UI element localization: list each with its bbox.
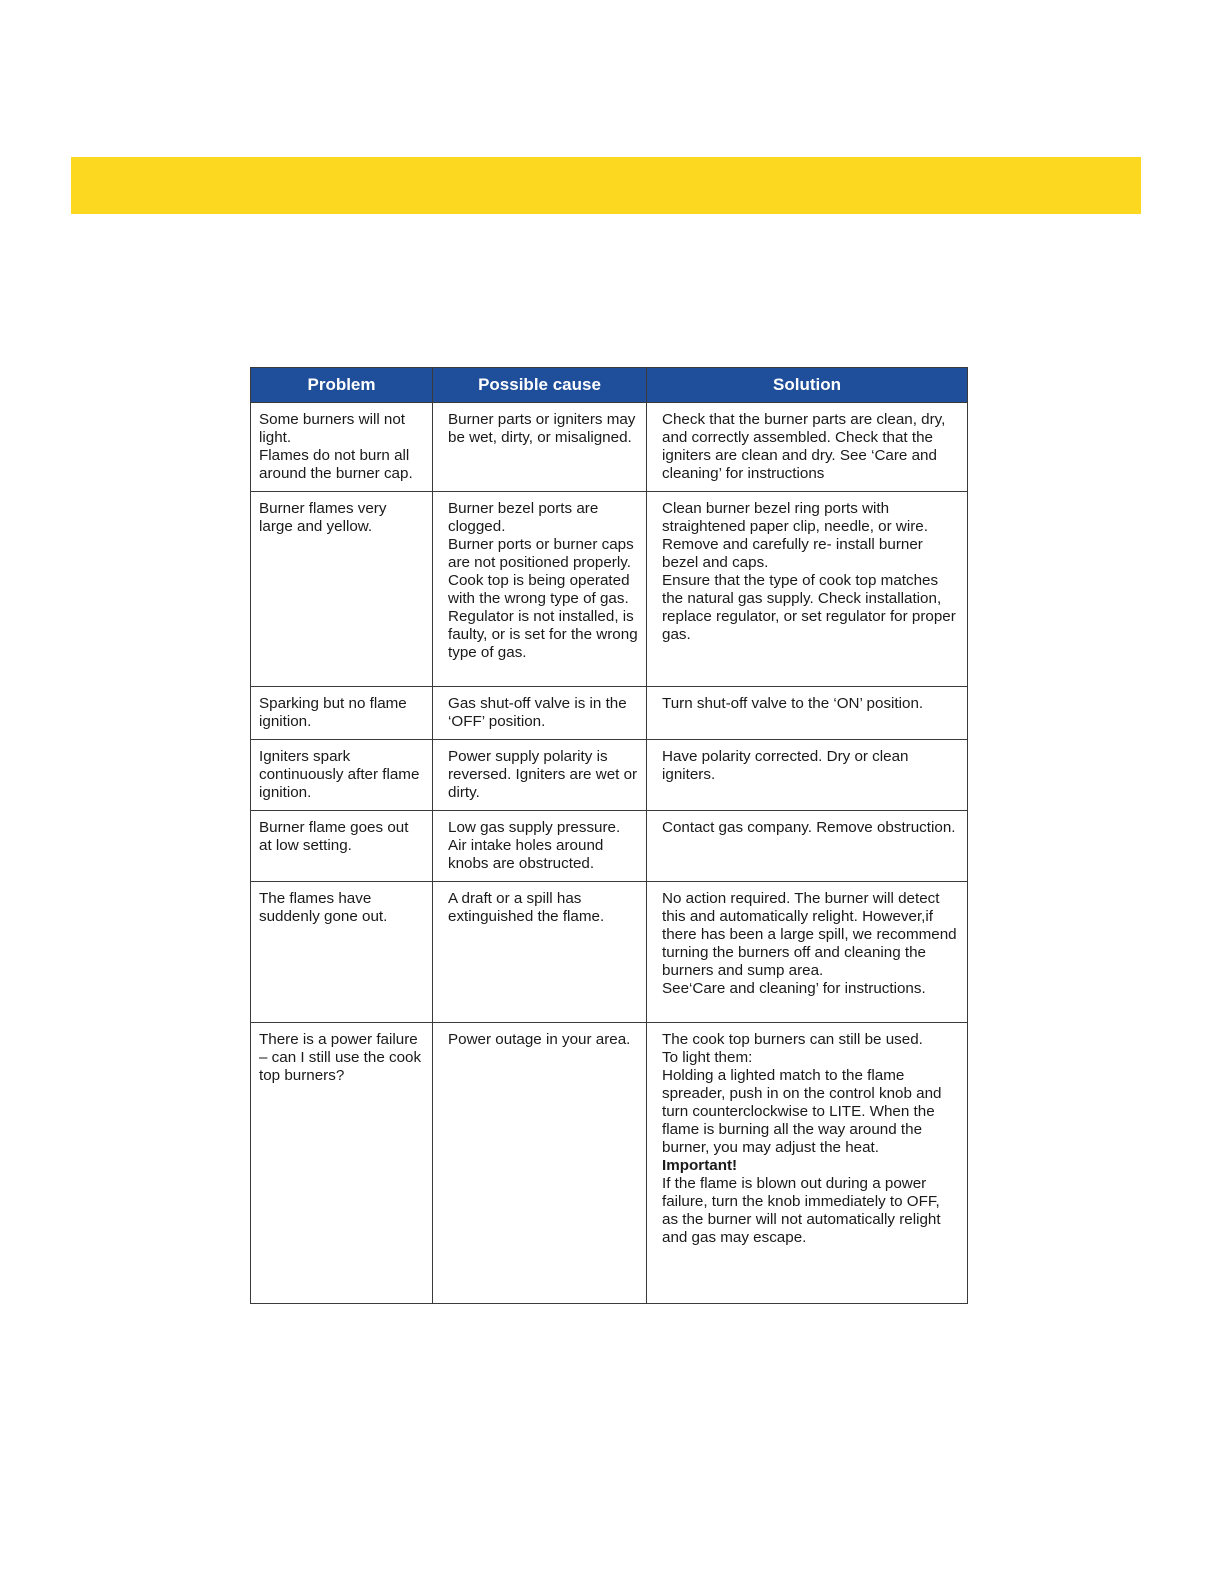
problem-cell xyxy=(251,492,433,687)
header-problem: Problem xyxy=(251,368,433,403)
cell-text-line: To light them: xyxy=(662,1049,753,1066)
cell-text-line: If the flame is blown out during a power failure, turn the knob immediately to OFF, as the burner will not automatically relight and gas may escape. xyxy=(662,1175,945,1246)
cell-text-line: Power supply polarity is reversed. Igniters are wet or dirty. xyxy=(448,748,642,801)
cell-text-line: Burner ports or burner caps are not positioned properly. Cook top is being operated with the wrong type of gas. xyxy=(448,536,638,607)
cause-cell xyxy=(433,740,647,811)
cell-text-line: Low gas supply pressure. Air intake holes around knobs are obstructed. xyxy=(448,819,624,872)
cell-text-line: Clean burner bezel ring ports with straightened paper clip, needle, or wire. Remove and carefully re- install burner bezel and caps. xyxy=(662,500,933,571)
solution-cell xyxy=(647,687,968,740)
cell-text-line: No action required. The burner will detect this and automatically relight. However,if there has been a large spill, we recommend turning the burners off and cleaning the burners and sump area. xyxy=(662,890,961,979)
table-header-row xyxy=(251,368,968,403)
cell-text-line: Power outage in your area. xyxy=(448,1031,631,1048)
table-row xyxy=(251,403,968,492)
cell-text-line: Ensure that the type of cook top matches the natural gas supply. Check installation, replace regulator, or set regulator for proper gas. xyxy=(662,572,961,643)
cell-text-line: There is a power failure – can I still use the cook top burners? xyxy=(259,1031,426,1084)
cause-cell xyxy=(433,1023,647,1304)
problem-cell xyxy=(251,1023,433,1304)
cause-cell xyxy=(433,403,647,492)
cell-text-line: Some burners will not light. xyxy=(259,411,410,446)
cell-text-line: Regulator is not installed, is faulty, or is set for the wrong type of gas. xyxy=(448,608,642,661)
table-row xyxy=(251,811,968,882)
cell-text-line: See‘Care and cleaning’ for instructions. xyxy=(662,980,926,997)
cell-text-line: Burner parts or igniters may be wet, dirty, or misaligned. xyxy=(448,411,640,446)
cell-text-line: Igniters spark continuously after flame ignition. xyxy=(259,748,424,801)
header-possible-cause: Possible cause xyxy=(433,368,647,403)
solution-cell xyxy=(647,882,968,1023)
table-row xyxy=(251,1023,968,1304)
solution-cell xyxy=(647,740,968,811)
cell-text-line: Burner flame goes out at low setting. xyxy=(259,819,413,854)
cell-text-line: Have polarity corrected. Dry or clean igniters. xyxy=(662,748,913,783)
cell-text-line: Flames do not burn all around the burner cap. xyxy=(259,447,414,482)
cell-text-line: Contact gas company. Remove obstruction. xyxy=(662,819,956,836)
table-row xyxy=(251,740,968,811)
cell-text-line: Burner flames very large and yellow. xyxy=(259,500,391,535)
cell-text-line: The flames have suddenly gone out. xyxy=(259,890,388,925)
cell-text-line: The cook top burners can still be used. xyxy=(662,1031,923,1048)
problem-cell xyxy=(251,882,433,1023)
problem-cell xyxy=(251,687,433,740)
cell-text-line: A draft or a spill has extinguished the flame. xyxy=(448,890,605,925)
problem-cell xyxy=(251,740,433,811)
solution-cell xyxy=(647,403,968,492)
solution-cell xyxy=(647,1023,968,1304)
cell-text-line: Burner bezel ports are clogged. xyxy=(448,500,603,535)
problem-cell xyxy=(251,403,433,492)
cell-text-line: Turn shut-off valve to the ‘ON’ position. xyxy=(662,695,924,712)
table-body xyxy=(251,403,968,1304)
table-row xyxy=(251,687,968,740)
table-row xyxy=(251,882,968,1023)
table-row xyxy=(251,492,968,687)
cause-cell xyxy=(433,811,647,882)
header-banner xyxy=(71,157,1141,214)
troubleshooting-table xyxy=(250,367,968,1304)
cause-cell xyxy=(433,882,647,1023)
solution-cell xyxy=(647,492,968,687)
problem-cell xyxy=(251,811,433,882)
cause-cell xyxy=(433,492,647,687)
cell-text-line: Check that the burner parts are clean, dry, and correctly assembled. Check that the igniters are clean and dry. See ‘Care and cleaning’ for instructions xyxy=(662,411,950,482)
cell-text-line: Holding a lighted match to the flame spreader, push in on the control knob and turn counterclockwise to LITE. When the flame is burning all the way around the burner, you may adjust the heat. xyxy=(662,1067,946,1156)
cell-text-line: Important! xyxy=(662,1157,738,1174)
cell-text-line: Gas shut-off valve is in the ‘OFF’ position. xyxy=(448,695,631,730)
cell-text-line: Sparking but no flame ignition. xyxy=(259,695,411,730)
solution-cell xyxy=(647,811,968,882)
header-solution: Solution xyxy=(647,368,968,403)
cause-cell xyxy=(433,687,647,740)
